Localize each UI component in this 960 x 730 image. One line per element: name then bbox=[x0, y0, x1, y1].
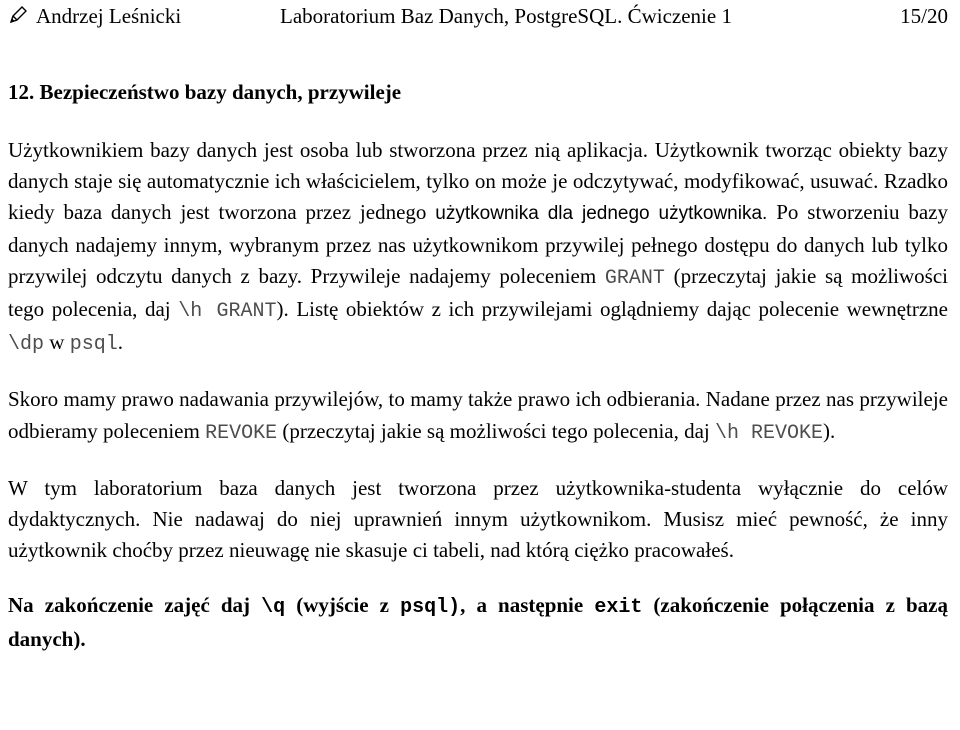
text-run: Na zakończenie zajęć daj bbox=[8, 593, 262, 618]
code-grant: GRANT bbox=[604, 266, 665, 290]
code-psql-bold: psql) bbox=[400, 596, 461, 620]
code-help-revoke: \h REVOKE bbox=[715, 421, 824, 445]
text-run: ). Listę obiektów z ich przywilejami oglądniemy dając polecenie wewnętrzne bbox=[276, 297, 949, 322]
paragraph-revoke bbox=[8, 384, 948, 448]
text-run: (wyjście z bbox=[285, 593, 401, 618]
code-exit: exit bbox=[594, 596, 643, 620]
text-run: Skoro mamy prawo nadawania przywilejów, to mamy także prawo ich odbierania. Nadane przez nas przywileje odbieramy poleceniem bbox=[8, 387, 948, 443]
text-run: Po stworzeniu bazy danych nadajemy innym, wybranym przez nas użytkownikom przywilej pełnego dostępu do danych lub tylko przywilej odczytu danych z bazy. Przywileje nadajemy poleceniem bbox=[8, 200, 948, 288]
code-revoke: REVOKE bbox=[205, 421, 278, 445]
code-quit: \q bbox=[261, 596, 286, 620]
header-page-number: 15/20 bbox=[900, 4, 948, 28]
text-run: (przeczytaj jakie są możliwości tego polecenia, daj bbox=[8, 263, 948, 322]
text-run: , a następnie bbox=[460, 593, 595, 618]
header-author-name: Andrzej Leśnicki bbox=[36, 4, 182, 28]
pencil-icon bbox=[8, 5, 28, 25]
header-author bbox=[8, 4, 181, 29]
text-run: w bbox=[44, 330, 70, 355]
running-header bbox=[8, 4, 948, 32]
header-title: Laboratorium Baz Danych, PostgreSQL. Ćwiczenie 1 bbox=[280, 4, 732, 28]
paragraph-privileges-intro bbox=[8, 135, 948, 360]
text-run: . bbox=[117, 330, 123, 355]
text-run: ). bbox=[823, 418, 836, 443]
text-run: (zakończenie połączenia z bazą danych). bbox=[8, 593, 948, 651]
paragraph-finish bbox=[8, 590, 948, 654]
text-run: Użytkownikiem bazy danych jest osoba lub stworzona przez nią aplikacja. Użytkownik tworząc obiekty bazy danych staje się automatycznie ich właścicielem, tylko on może je odczytywać, modyfikować, usuwać. Rzadko kiedy baza danych jest tworzona przez jednego bbox=[8, 138, 948, 225]
document-body bbox=[8, 135, 948, 655]
text-run: użytkownika dla jednego użytkownika. bbox=[435, 203, 768, 225]
code-help-grant: \h GRANT bbox=[178, 300, 277, 324]
text-run: (przeczytaj jakie są możliwości tego polecenia, daj bbox=[277, 418, 716, 443]
section-title: 12. Bezpieczeństwo bazy danych, przywileje bbox=[8, 80, 402, 104]
paragraph-lab-note: W tym laboratorium baza danych jest tworzona przez użytkownika-studenta wyłącznie do celów dydaktycznych. Nie nadawaj do niej uprawnień innym użytkownikom. Musisz mieć pewność, że inny użytkownik choćby przez nieuwagę nie skasuje ci tabeli, nad którą ciężko pracowałeś. bbox=[8, 475, 948, 563]
code-psql: psql bbox=[69, 333, 118, 357]
code-dp: \dp bbox=[8, 333, 45, 357]
